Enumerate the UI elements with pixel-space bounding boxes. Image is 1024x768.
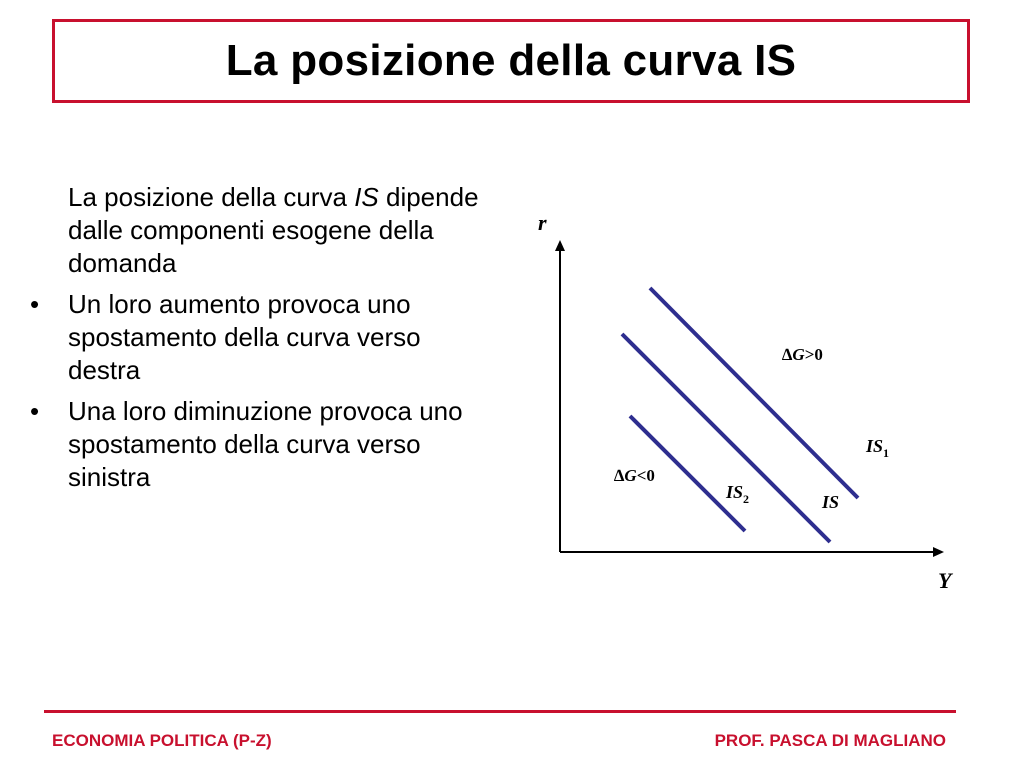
annotation-g-decrease [614, 466, 655, 485]
bullet-text-increase: Un loro aumento provoca uno spostamento della curva verso destra [68, 289, 421, 385]
x-axis-arrow-icon [933, 547, 944, 557]
footer-course: ECONOMIA POLITICA (P-Z) [52, 731, 272, 750]
slide-title: La posizione della curva IS [225, 36, 797, 85]
bullet-list [30, 288, 500, 494]
label-is1 [865, 436, 889, 460]
delta-symbol: ∆ [614, 466, 625, 485]
relation: >0 [804, 345, 823, 364]
footer-professor: PROF. PASCA DI MAGLIANO [714, 731, 946, 750]
delta-symbol: ∆ [782, 345, 793, 364]
label-is1-sub: 1 [883, 446, 890, 460]
var-g: G [624, 466, 637, 485]
intro-paragraph [68, 181, 500, 280]
annotation-g-increase [782, 345, 823, 364]
bullet-item-decrease [30, 395, 500, 494]
relation: <0 [636, 466, 655, 485]
bullet-icon: • [30, 289, 40, 319]
intro-before: La posizione della curva [68, 182, 355, 212]
title-box [52, 19, 970, 103]
intro-after: dipende dalle componenti esogene della domanda [68, 182, 479, 278]
bullet-icon: • [30, 396, 40, 426]
var-g: G [792, 345, 805, 364]
bullet-text-decrease: Una loro diminuzione provoca uno spostamento della curva verso sinistra [68, 396, 463, 492]
footer-divider [44, 710, 956, 713]
label-is2-sub: 2 [743, 492, 750, 506]
y-axis-arrow-icon [555, 240, 565, 251]
label-is2 [725, 482, 749, 506]
x-axis-label: Y [938, 568, 952, 593]
label-is2-main: IS [726, 482, 744, 502]
label-is-main: IS [822, 492, 840, 512]
bullet-item-increase [30, 288, 500, 387]
label-is1-main: IS [866, 436, 884, 456]
intro-italic: IS [354, 182, 379, 212]
label-is [821, 492, 839, 512]
body-text [30, 181, 500, 502]
is-shift-diagram [520, 200, 980, 600]
y-axis-label: r [538, 210, 547, 235]
